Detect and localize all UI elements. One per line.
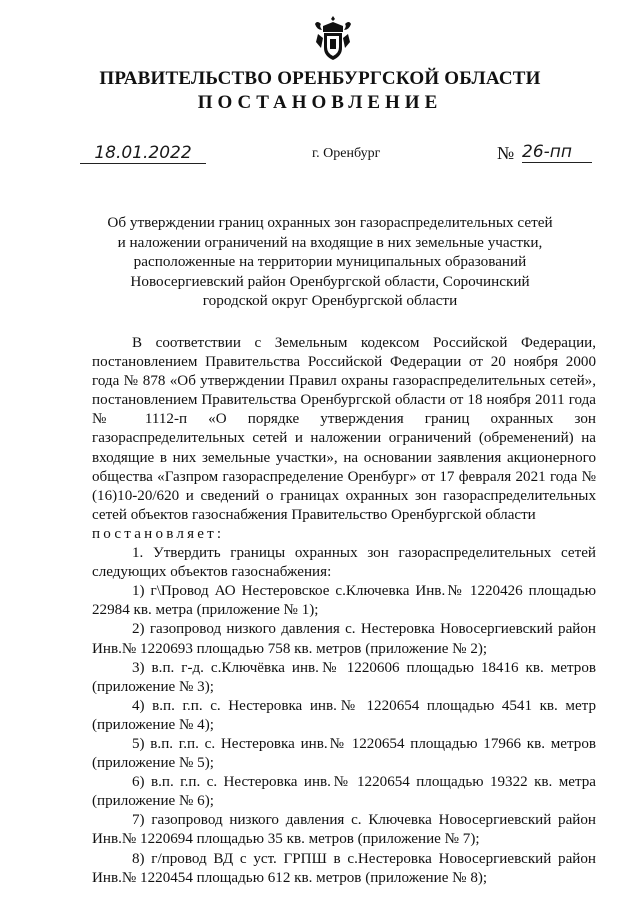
title-line: расположенные на территории муниципальных образований	[133, 253, 527, 270]
subitem: 2) газопровод низкого давления с. Нестеровка Новосергиевский район Инв.№ 1220693 площадью 758 кв. метров (приложение № 2);	[92, 621, 596, 657]
subitem: 8) г/провод ВД с уст. ГРПШ в с.Нестеровка Новосергиевский район Инв.№ 1220454 площадью 612 кв. метров (приложение № 8);	[92, 850, 596, 886]
item-1: 1. Утвердить границы охранных зон газораспределительных сетей следующих объектов газоснабжения:	[92, 545, 596, 581]
number-label: №	[497, 143, 515, 163]
subitem: 5) в.п. г.п. с. Нестеровка инв.№ 1220654 площадью 17966 кв. метров (приложение № 5);	[92, 735, 596, 772]
document-number: 26-пп	[522, 142, 592, 163]
coat-of-arms-icon	[313, 14, 353, 62]
organization-name: ПРАВИТЕЛЬСТВО ОРЕНБУРГСКОЙ ОБЛАСТИ	[99, 68, 541, 89]
title-line: городской округ Оренбургской области	[202, 292, 458, 309]
subitem: 4) в.п. г.п. с. Нестеровка инв.№ 1220654 площадью 4541 кв. метр (приложение № 4);	[92, 697, 596, 733]
preamble-paragraph: В соответствии с Земельным кодексом Российской Федерации, постановлением Правительства Российской Федерации от 20 ноября 2000 года № 878 «Об утверждении Правил охраны газораспределительных сетей», постановлением Правительства Оренбургской области от 18 ноября 2011 года № 1112-п «О порядке утверждения границ охранных зон газораспределительных сетей и наложении ограничений (обременений) на входящие в них земельные участки», на основании заявления акционерного общества «Газпром газораспределение Оренбург» от 17 февраля 2021 года № (16)10-20/620 и сведений о границах охранных зон газораспределительных сетей объектов газоснабжения Правительство Оренбургской области	[92, 335, 596, 523]
document-title	[100, 213, 560, 311]
subitem: 1) г\Провод АО Нестеровское с.Ключевка Инв.№ 1220426 площадью 22984 кв. метра (приложение № 1);	[92, 583, 596, 619]
document-body	[92, 334, 596, 888]
decree-word: постановляет:	[92, 525, 225, 542]
title-line: и наложении ограничений на входящие в них земельные участки,	[117, 233, 543, 251]
document-type: ПОСТАНОВЛЕНИЕ	[197, 92, 443, 113]
subitem: 3) в.п. г-д. с.Ключёвка инв.№ 1220606 площадью 18416 кв. метров (приложение № 3);	[92, 659, 596, 695]
subitem: 7) газопровод низкого давления с. Ключевка Новосергиевский район Инв.№ 1220694 площадью 35 кв. метров (приложение № 7);	[92, 812, 596, 848]
document-date: 18.01.2022	[80, 143, 206, 164]
title-line: Новосергиевский район Оренбургской области, Сорочинский	[130, 272, 530, 290]
title-line: Об утверждении границ охранных зон газораспределительных сетей	[107, 214, 553, 231]
document-city: г. Оренбург	[312, 146, 381, 161]
subitem: 6) в.п. г.п. с. Нестеровка инв.№ 1220654 площадью 19322 кв. метра (приложение № 6);	[92, 774, 596, 810]
